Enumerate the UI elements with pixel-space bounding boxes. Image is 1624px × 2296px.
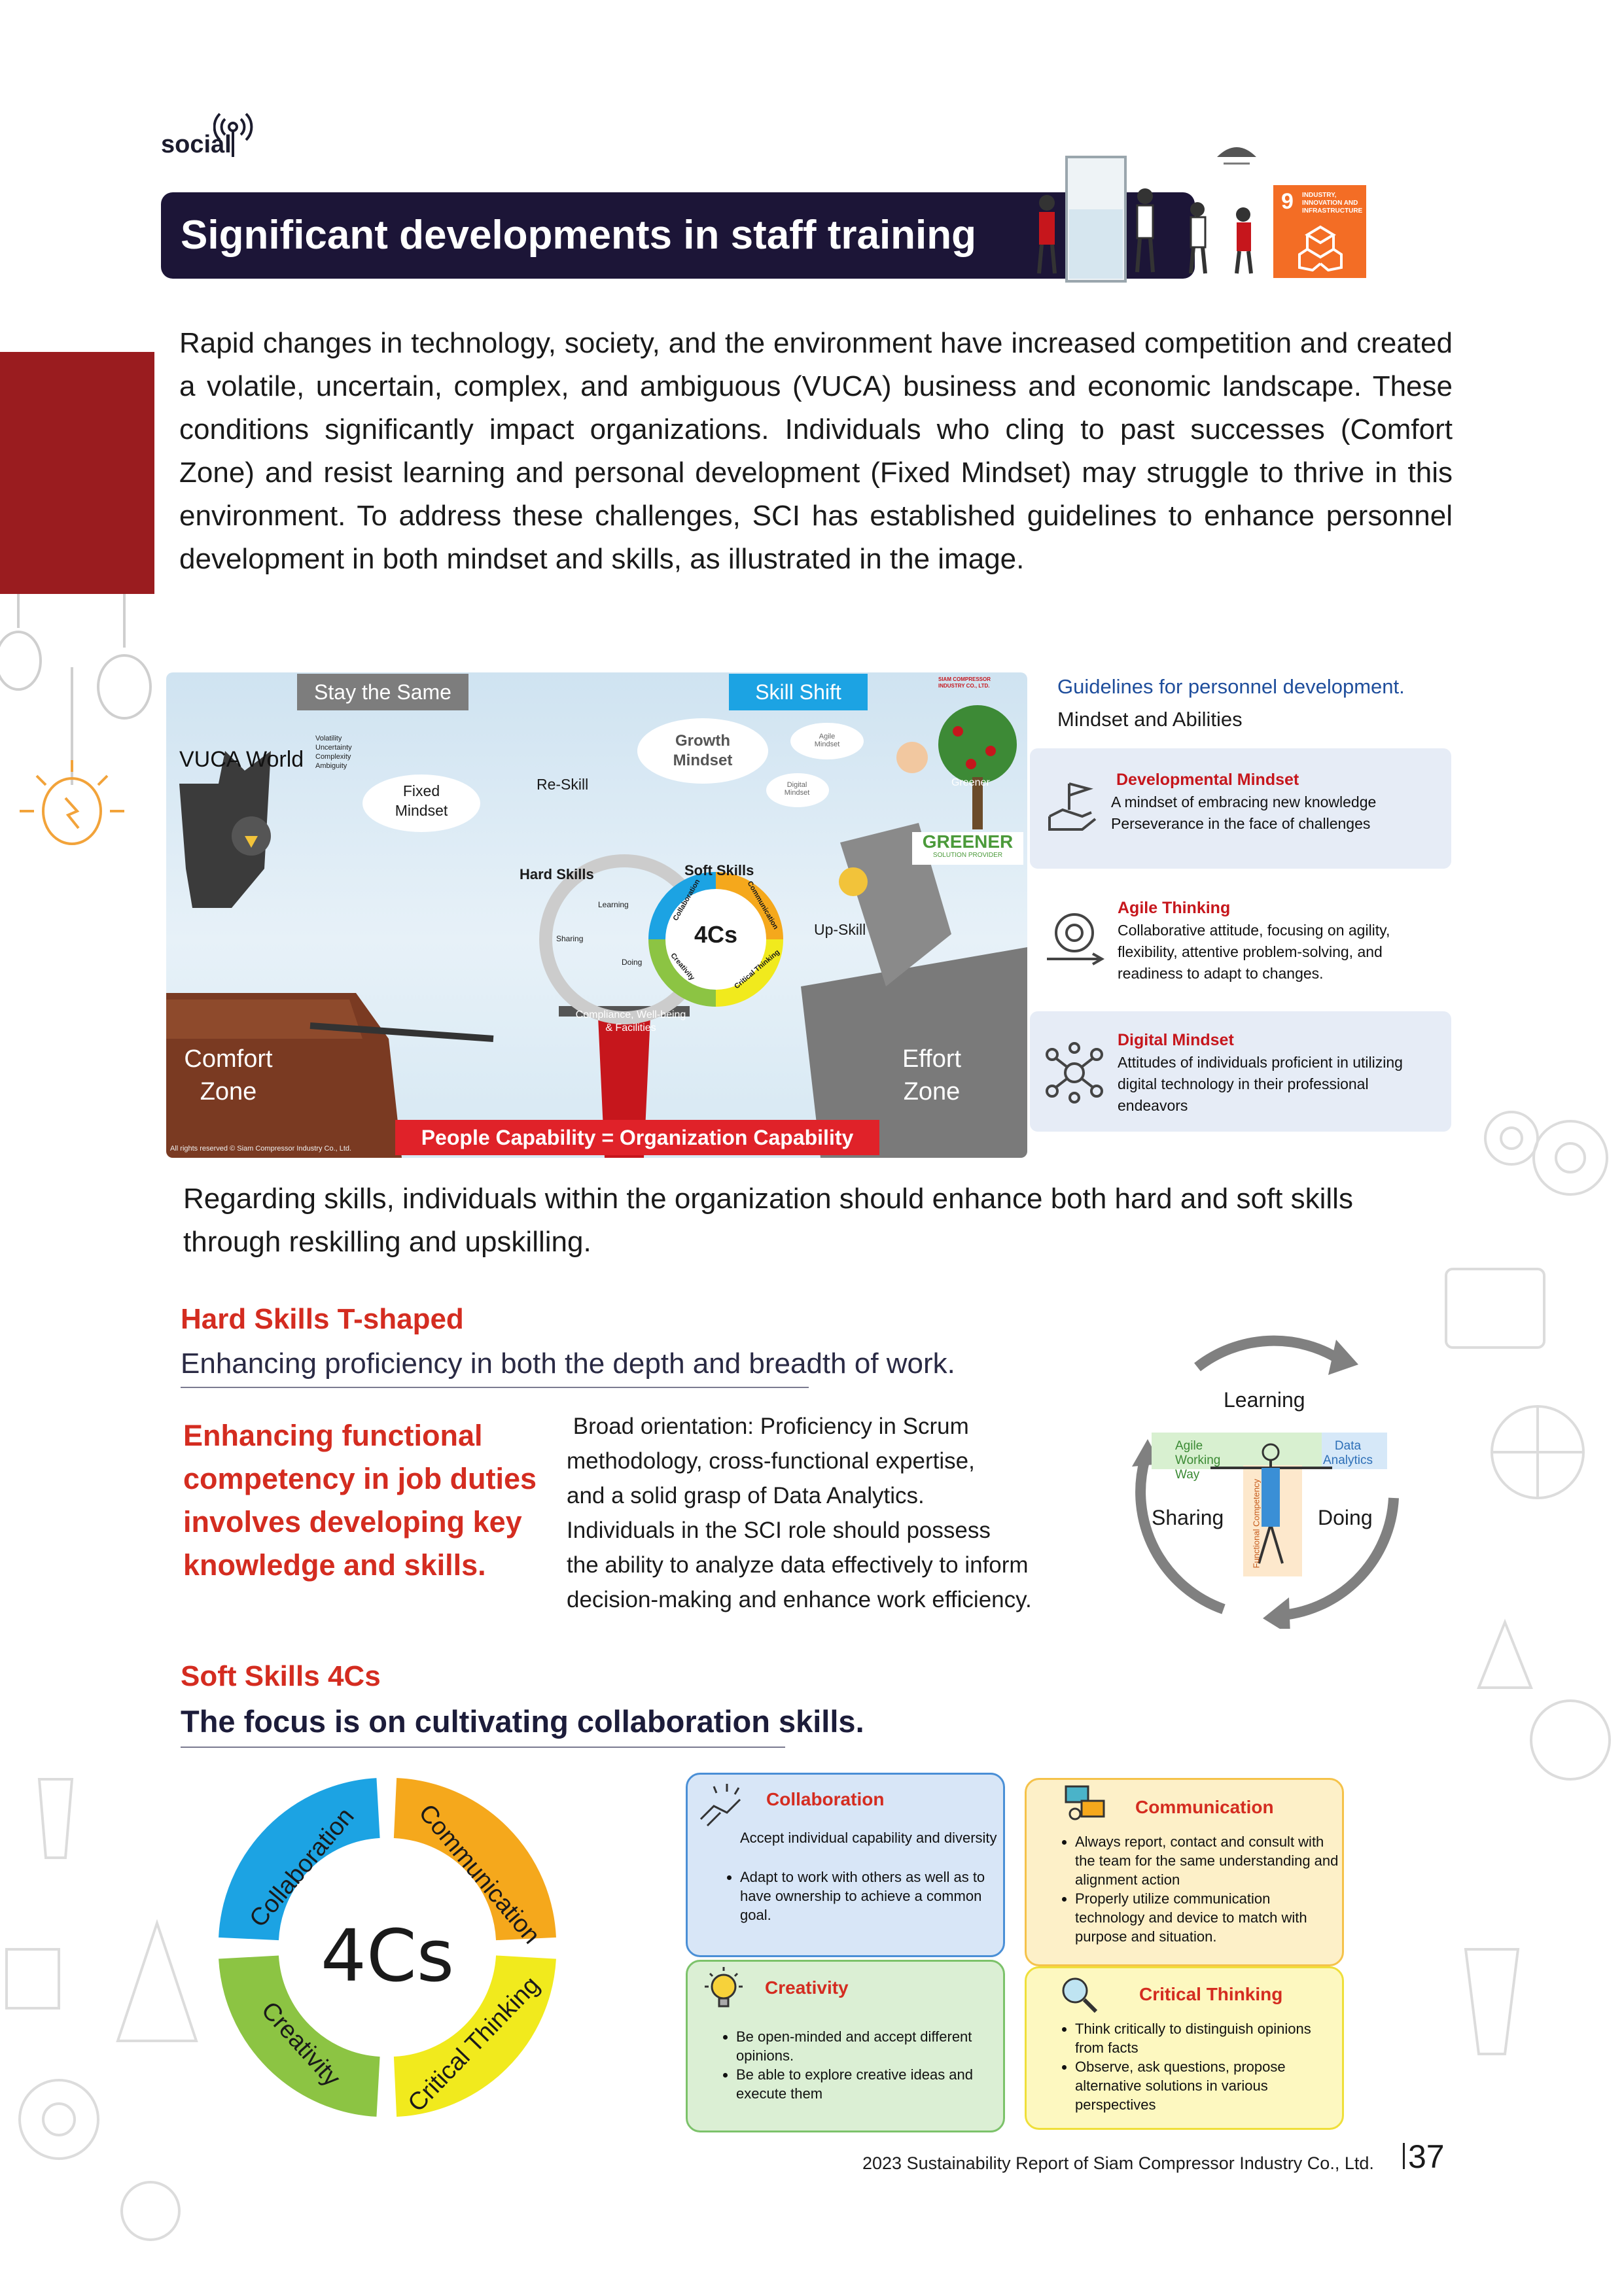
sdg-label: INDUSTRY, INNOVATION AND INFRASTRUCTURE: [1302, 192, 1363, 215]
cycle-arrows: [1125, 1328, 1413, 1629]
card-collaboration: [686, 1773, 1005, 1957]
vuca-term: Complexity: [315, 753, 351, 761]
functional-competency-label: Functional Competency: [1251, 1478, 1262, 1569]
skill-shift-infographic: [166, 672, 1027, 1158]
greener-tag: Greener: [951, 777, 990, 788]
donut-label-creativity: Creativity: [255, 1996, 346, 2093]
guideline-line: Perseverance in the face of challenges: [1111, 815, 1371, 832]
greener-logo: [912, 832, 1023, 865]
magnifier-icon: [1057, 1972, 1103, 2018]
vuca-term: Volatility: [315, 735, 342, 742]
greener-logo-sub: SOLUTION PROVIDER: [932, 852, 1003, 859]
broad-line: the ability to analyze data effectively to inform: [567, 1552, 1029, 1578]
card-title: Collaboration: [766, 1789, 885, 1809]
guideline-line: A mindset of embracing new knowledge: [1111, 793, 1377, 810]
fixed-mindset-label: Fixed Mindset: [395, 782, 448, 819]
guideline-line: Collaborative attitude, focusing on agility,: [1118, 922, 1390, 939]
guideline-card-agile: [1030, 870, 1451, 1010]
agile-mindset-label: Agile Mindset: [814, 733, 840, 748]
cubes-icon: [1297, 224, 1344, 271]
soft-skills-label: Soft Skills: [684, 862, 754, 878]
broad-line: and a solid grasp of Data Analytics.: [567, 1483, 925, 1508]
intro-paragraph: Rapid changes in technology, society, and the environment have increased competition and created a volatile, uncertain, complex, and ambiguous (VUCA) business and economic landscape. These conditions significantly impact organizations. Individuals who cling to past successes (Comfort Zone) and resist learning and personal development (Fixed Mindset) may struggle to thrive in this environment. To address these challenges, SCI has established guidelines to enhance personnel development in both mindset and skills, as illustrated in the image.: [179, 327, 1453, 575]
card-bullet: • Observe, ask questions, propose alternative solutions in various perspectives: [1075, 2057, 1343, 2114]
doing-mini-label: Doing: [622, 958, 643, 967]
gear-decoration-icon: [1439, 1099, 1624, 2211]
skills-intro: Regarding skills, individuals within the organization should enhance both hard and soft skills through reskilling and upskilling.: [183, 1183, 1353, 1258]
card-bullets: [720, 1868, 1002, 1924]
broad-line: Individuals in the SCI role should possess: [567, 1518, 991, 1543]
guideline-line: endeavors: [1118, 1097, 1188, 1114]
digital-mindset-label: Digital Mindset: [784, 781, 810, 797]
effort-zone-label: Effort Zone: [902, 1045, 962, 1105]
guideline-text: [1118, 1052, 1403, 1117]
card-bullet: • Be able to explore creative ideas and execute them: [736, 2065, 1004, 2103]
guideline-heading: Digital Mindset: [1118, 1031, 1234, 1049]
sdg-number: 9: [1281, 189, 1294, 214]
card-bullet: Accept individual capability and diversity: [740, 1830, 997, 1846]
page-number: 37: [1408, 2138, 1445, 2175]
digital-network-icon: [1043, 1041, 1106, 1104]
vuca-world-label: VUCA World: [179, 747, 304, 772]
guidelines-title: Guidelines for personnel development.: [1057, 675, 1405, 698]
card-title: Creativity: [765, 1977, 849, 1998]
cycle-learning-label: Learning: [1224, 1388, 1305, 1412]
guideline-line: digital technology in their professional: [1118, 1075, 1369, 1092]
compliance-label: Compliance, Well-being & Facilities: [575, 1009, 686, 1034]
broad-line: decision-making and enhance work efficiency.: [567, 1587, 1032, 1612]
learning-cycle-diagram: [1125, 1328, 1413, 1629]
broad-line: Broad orientation: Proficiency in Scrum: [567, 1414, 969, 1439]
cycle-sharing-label: Sharing: [1152, 1506, 1224, 1529]
guideline-heading: Developmental Mindset: [1116, 771, 1299, 789]
card-bullets: [1055, 1832, 1343, 1946]
guideline-card-digital: [1030, 1011, 1451, 1132]
soft-skills-heading: Soft Skills 4Cs: [181, 1660, 381, 1692]
card-title: Critical Thinking: [1139, 1984, 1283, 2004]
vuca-term: Ambiguity: [315, 762, 347, 770]
vuca-terms: [315, 734, 352, 771]
side-accent-bar: [0, 352, 154, 594]
soft-skills-subheading: The focus is on cultivating collaboration skills.: [181, 1704, 864, 1739]
section-label: social: [161, 131, 232, 158]
functional-line: Enhancing functional: [183, 1419, 483, 1452]
underline-divider: [181, 1747, 785, 1748]
card-creativity: [686, 1960, 1005, 2132]
vuca-term: Uncertainty: [315, 744, 352, 752]
guideline-text: [1111, 791, 1376, 835]
lightbulb-icon: [701, 1964, 747, 2017]
handshake-icon: [694, 1780, 747, 1832]
footer-divider: [1403, 2143, 1405, 2169]
ring-collab-label: Collaboration: [671, 878, 702, 922]
page-title: Significant developments in staff training: [181, 213, 977, 258]
sharing-mini-label: Sharing: [556, 934, 584, 943]
card-critical-thinking: [1025, 1966, 1344, 2130]
learning-mini-label: Learning: [598, 900, 629, 909]
people-water-glass-illustration: [1027, 137, 1276, 283]
card-bullet: • Properly utilize communication technology and device to match with purpose and situation.: [1075, 1889, 1343, 1946]
four-cs-donut: [209, 1775, 563, 2129]
agile-cycle-icon: [1043, 907, 1106, 965]
data-analytics-label: Data Analytics: [1322, 1439, 1373, 1467]
guideline-card-developmental: [1030, 748, 1451, 869]
card-title: Communication: [1135, 1797, 1274, 1817]
hard-skills-subheading: Enhancing proficiency in both the depth and breadth of work.: [181, 1348, 955, 1380]
guideline-heading: Agile Thinking: [1118, 899, 1231, 917]
guidelines-subtitle: Mindset and Abilities: [1057, 708, 1243, 731]
broad-orientation-text: [567, 1409, 1097, 1617]
card-bullets: [1055, 2019, 1343, 2114]
hard-skills-label: Hard Skills: [520, 866, 594, 882]
comfort-zone-label: Comfort Zone: [184, 1045, 273, 1105]
gear-decoration-icon: [0, 1753, 222, 2296]
card-bullet: • Adapt to work with others as well as to have ownership to achieve a common goal.: [740, 1868, 1002, 1924]
functional-line: competency in job duties: [183, 1462, 537, 1495]
donut-label-critical-thinking: Critical Thinking: [402, 1971, 546, 2117]
copyright-note: All rights reserved © Siam Compressor Industry Co., Ltd.: [170, 1145, 352, 1153]
card-bullets: [716, 2027, 1004, 2103]
people-capability-banner: People Capability = Organization Capability: [395, 1120, 879, 1155]
broad-line: methodology, cross-functional expertise,: [567, 1448, 975, 1474]
lightbulb-decoration-icon: [0, 589, 157, 955]
functional-line: knowledge and skills.: [183, 1548, 486, 1582]
guideline-text: [1118, 920, 1390, 984]
hard-skills-heading: Hard Skills T-shaped: [181, 1303, 464, 1335]
greener-logo-text: GREENER: [922, 831, 1014, 852]
skill-shift-label: Skill Shift: [729, 674, 868, 710]
hand-flag-icon: [1043, 777, 1099, 833]
communication-icon: [1062, 1781, 1108, 1827]
card-bullet: • Be open-minded and accept different opinions.: [736, 2027, 1004, 2065]
donut-center-label: 4Cs: [321, 1914, 455, 1998]
sdg-9-badge: [1273, 185, 1366, 278]
functional-line: involves developing key: [183, 1505, 522, 1539]
ring-crit-label: Critical Thinking: [733, 948, 781, 991]
sci-logo-text: SIAM COMPRESSOR INDUSTRY CO., LTD.: [938, 676, 991, 689]
footer-text: 2023 Sustainability Report of Siam Compressor Industry Co., Ltd.: [862, 2153, 1374, 2173]
functional-competency-text: [183, 1414, 563, 1587]
card-bullet: • Always report, contact and consult with the team for the same understanding and alignment action: [1075, 1832, 1343, 1889]
card-bullet: • Think critically to distinguish opinions from facts: [1075, 2019, 1343, 2057]
donut-label-communication: Communication: [413, 1799, 546, 1949]
re-skill-label: Re-Skill: [537, 776, 589, 793]
signal-icon: [213, 107, 266, 160]
four-cs-mini-label: 4Cs: [694, 921, 738, 948]
cycle-doing-label: Doing: [1318, 1506, 1373, 1529]
up-skill-label: Up-Skill: [814, 921, 866, 938]
ring-creat-label: Creativity: [669, 951, 696, 983]
guideline-line: flexibility, attentive problem-solving, and: [1118, 943, 1383, 960]
underline-divider: [181, 1387, 809, 1388]
guideline-line: readiness to adapt to changes.: [1118, 965, 1324, 982]
guideline-line: Attitudes of individuals proficient in utilizing: [1118, 1054, 1403, 1071]
card-communication: [1025, 1778, 1344, 1966]
growth-mindset-label: Growth Mindset: [673, 732, 733, 769]
stay-same-label: Stay the Same: [297, 674, 468, 710]
donut-label-collaboration: Collaboration: [244, 1802, 360, 1933]
card-bullets: [720, 1828, 1002, 1847]
agile-working-way-label: Agile Working Way: [1175, 1439, 1221, 1482]
ring-comm-label: Communication: [745, 880, 780, 931]
